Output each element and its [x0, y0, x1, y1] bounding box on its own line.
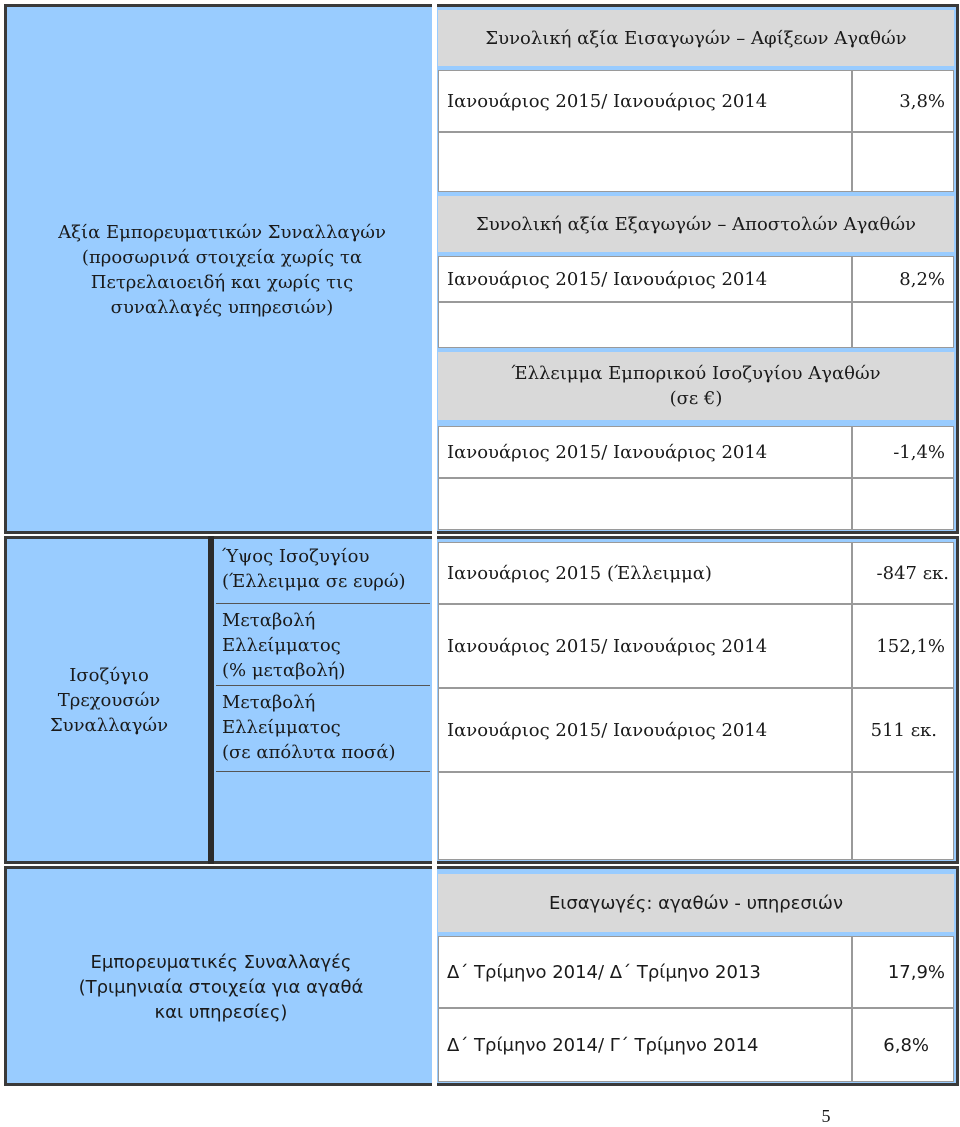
q4-vs-q3-period: Δ΄ Τρίμηνο 2014/ Γ΄ Τρίμηνο 2014 [438, 1008, 852, 1082]
deficit-period: Ιανουάριος 2015/ Ιανουάριος 2014 [438, 426, 852, 478]
section3-divider [432, 866, 437, 1086]
balance-height-label: Ύψος Ισοζυγίου (Έλλειμμα σε ευρώ) [216, 544, 430, 604]
services-imports-header: Εισαγωγές: αγαθών - υπηρεσιών [438, 874, 954, 932]
page-number: 5 [821, 1106, 831, 1126]
section3-left-label: Εμπορευματικές Συναλλαγές (Τριμηνιαία στοιχεία για αγαθά και υπηρεσίες) [10, 870, 432, 1082]
deficit-value: -1,4% [852, 426, 954, 478]
balance-height-value: -847 εκ. [852, 542, 954, 604]
imports-empty-right [852, 132, 954, 192]
section1-divider [432, 4, 437, 534]
q4-vs-q3-value: 6,8% [852, 1008, 954, 1082]
imports-period: Ιανουάριος 2015/ Ιανουάριος 2014 [438, 70, 852, 132]
section1-left-label: Αξία Εμπορευματικών Συναλλαγών (προσωρινά στοιχεία χωρίς τα Πετρελαιοειδή και χωρίς τις συναλλαγές υπηρεσιών) [12, 10, 432, 530]
exports-empty-left [438, 302, 852, 348]
section2-inner-divider [432, 536, 437, 864]
section2-empty-left [438, 772, 852, 860]
imports-empty-left [438, 132, 852, 192]
deficit-change-pct-label: Μεταβολή Ελλείμματος (% μεταβολή) [216, 606, 430, 686]
deficit-change-abs-period: Ιανουάριος 2015/ Ιανουάριος 2014 [438, 688, 852, 772]
deficit-empty-left [438, 478, 852, 530]
deficit-change-pct-period: Ιανουάριος 2015/ Ιανουάριος 2014 [438, 604, 852, 688]
deficit-change-abs-value: 511 εκ. [852, 688, 954, 772]
deficit-change-abs-label: Μεταβολή Ελλείμματος (σε απόλυτα ποσά) [216, 688, 430, 772]
deficit-header: Έλλειμμα Εμπορικού Ισοζυγίου Αγαθών (σε €) [438, 352, 954, 420]
section2-left-label: Ισοζύγιο Τρεχουσών Συναλλαγών [10, 540, 208, 860]
exports-header: Συνολική αξία Εξαγωγών – Αποστολών Αγαθών [438, 196, 954, 252]
deficit-change-pct-value: 152,1% [852, 604, 954, 688]
exports-value: 8,2% [852, 256, 954, 302]
exports-period: Ιανουάριος 2015/ Ιανουάριος 2014 [438, 256, 852, 302]
section2-empty-right [852, 772, 954, 860]
imports-header: Συνολική αξία Εισαγωγών – Αφίξεων Αγαθών [438, 10, 954, 66]
deficit-empty-right [852, 478, 954, 530]
q4-vs-q4-value: 17,9% [852, 936, 954, 1008]
imports-value: 3,8% [852, 70, 954, 132]
exports-empty-right [852, 302, 954, 348]
balance-height-period: Ιανουάριος 2015 (Έλλειμμα) [438, 542, 852, 604]
q4-vs-q4-period: Δ΄ Τρίμηνο 2014/ Δ΄ Τρίμηνο 2013 [438, 936, 852, 1008]
section2-divider [208, 536, 214, 864]
